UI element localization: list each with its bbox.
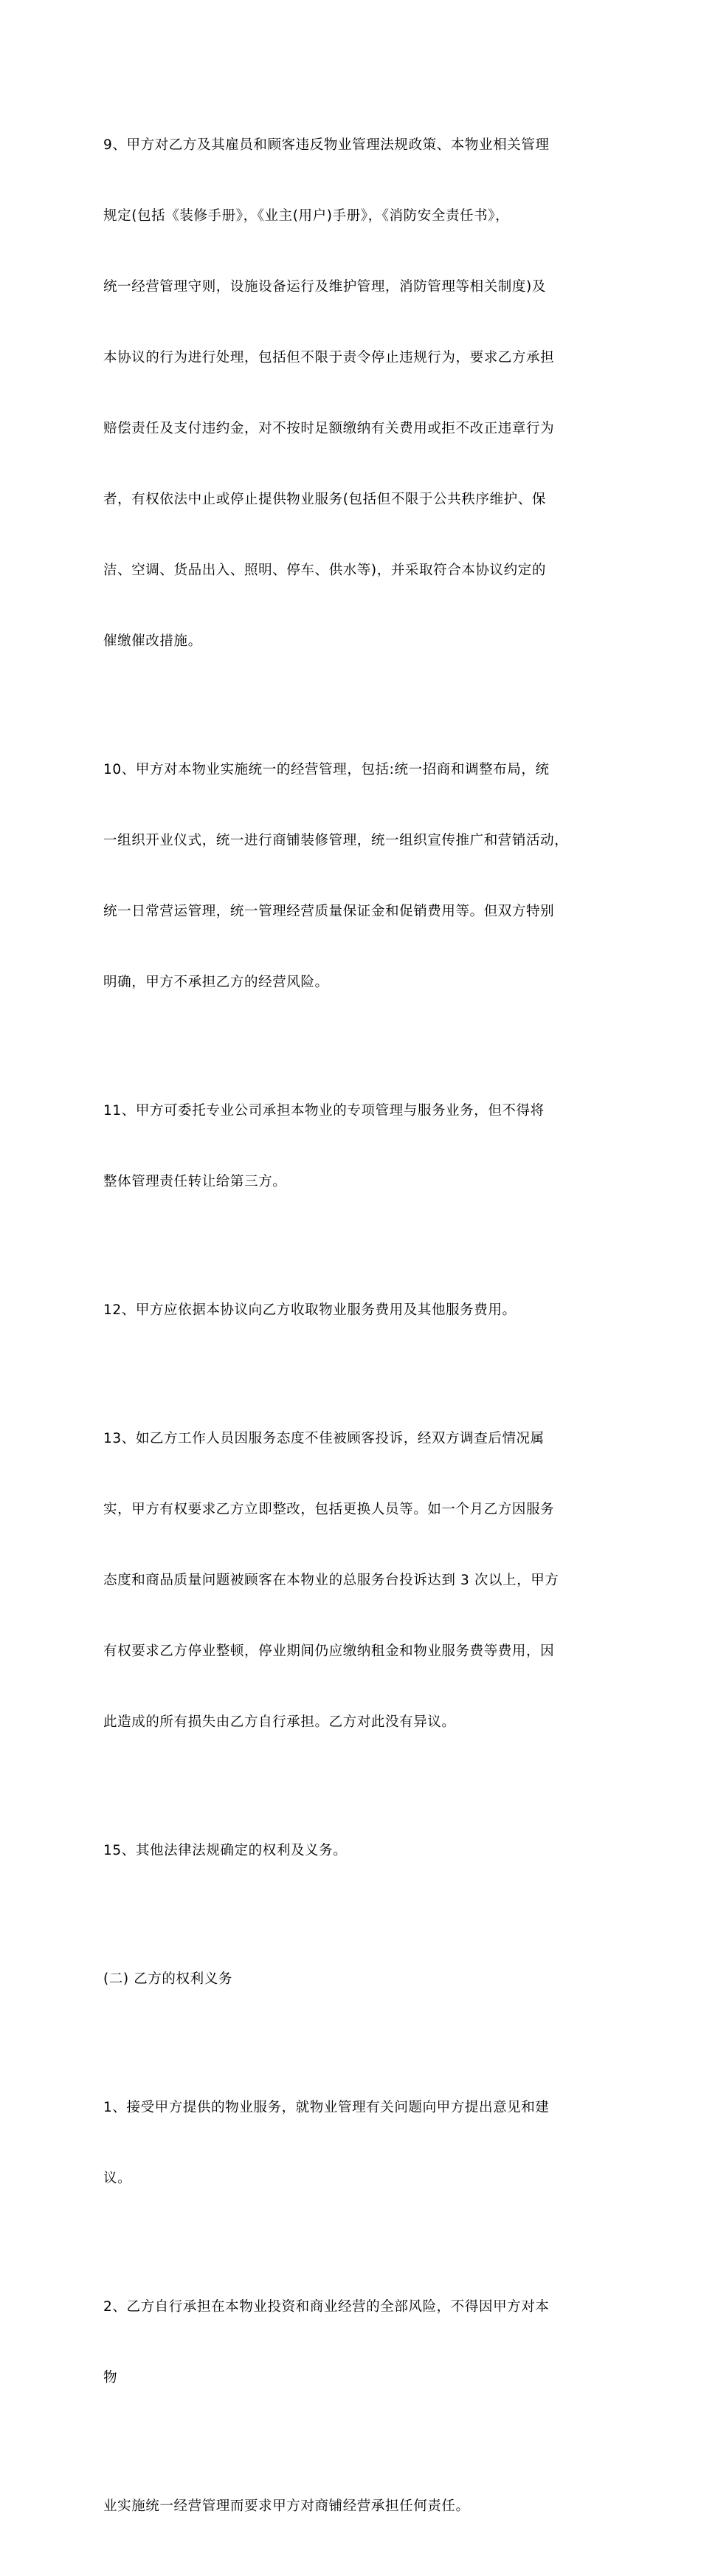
clause-10 [103,711,612,1042]
text-line: 议。 [103,2171,132,2186]
text-line: 此造成的所有损失由乙方自行承担。乙方对此没有异议。 [103,1714,456,1730]
text-line: 12、甲方应依据本协议向乙方收取物业服务费用及其他服务费用。 [103,1302,517,1318]
clause-9 [103,86,612,701]
text-line: 催缴催改措施。 [103,633,202,649]
text-line: 11、甲方可委托专业公司承担本物业的专项管理与服务业务，但不得将 [103,1103,545,1119]
text-line: 9、甲方对乙方及其雇员和顾客违反物业管理法规政策、本物业相关管理 [103,137,550,153]
text-line: 明确，甲方不承担乙方的经营风险。 [103,975,329,990]
text-line: (二) 乙方的权利义务 [103,1971,232,1987]
clause-11 [103,1052,612,1241]
text-line: 态度和商品质量问题被顾客在本物业的总服务台投诉达到 3 次以上，甲方 [103,1573,559,1588]
party-b-clause-2 [103,2248,612,2437]
clause-13 [103,1380,612,1782]
party-b-clause-1 [103,2049,612,2238]
text-line: 一组织开业仪式，统一进行商铺装修管理，统一组织宣传推广和营销活动， [103,833,569,848]
text-line: 整体管理责任转让给第三方。 [103,1174,287,1189]
text-line: 实，甲方有权要求乙方立即整改，包括更换人员等。如一个月乙方因服务 [103,1502,555,1517]
text-line: 洁、空调、货品出入、照明、停车、供水等)，并采取符合本协议约定的 [103,563,546,578]
text-line: 者，有权依法中止或停止提供物业服务(包括但不限于公共秩序维护、保 [103,492,546,507]
text-line: 统一日常营运管理，统一管理经营质量保证金和促销费用等。但双方特别 [103,904,555,919]
text-line: 本协议的行为进行处理，包括但不限于责令停止违规行为，要求乙方承担 [103,350,555,365]
text-line: 10、甲方对本物业实施统一的经营管理，包括:统一招商和调整布局，统 [103,762,550,777]
clause-15 [103,1792,612,1910]
text-line: 规定(包括《装修手册》，《业主(用户)手册》，《消防安全责任书》， [103,208,510,224]
text-line: 赔偿责任及支付违约金，对不按时足额缴纳有关费用或拒不改正违章行为 [103,421,555,436]
text-line: 业实施统一经营管理而要求甲方对商铺经营承担任何责任。 [103,2498,470,2514]
text-line: 有权要求乙方停业整顿，停业期间仍应缴纳租金和物业服务费等费用，因 [103,1644,555,1659]
text-line: 物 [103,2370,118,2386]
text-line: 统一经营管理守则，设施设备运行及维护管理，消防管理等相关制度)及 [103,279,546,295]
document-body [103,86,612,2576]
text-line: 15、其他法律法规确定的权利及义务。 [103,1843,348,1858]
text-line: 13、如乙方工作人员因服务态度不佳被顾客投诉，经双方调查后情况属 [103,1431,545,1446]
text-line: 1、接受甲方提供的物业服务，就物业管理有关问题向甲方提出意见和建 [103,2100,550,2115]
clause-12 [103,1251,612,1370]
section-heading [103,1920,612,2039]
text-line: 2、乙方自行承担在本物业投资和商业经营的全部风险，不得因甲方对本 [103,2299,550,2315]
party-b-clause-2-continued [103,2448,612,2566]
